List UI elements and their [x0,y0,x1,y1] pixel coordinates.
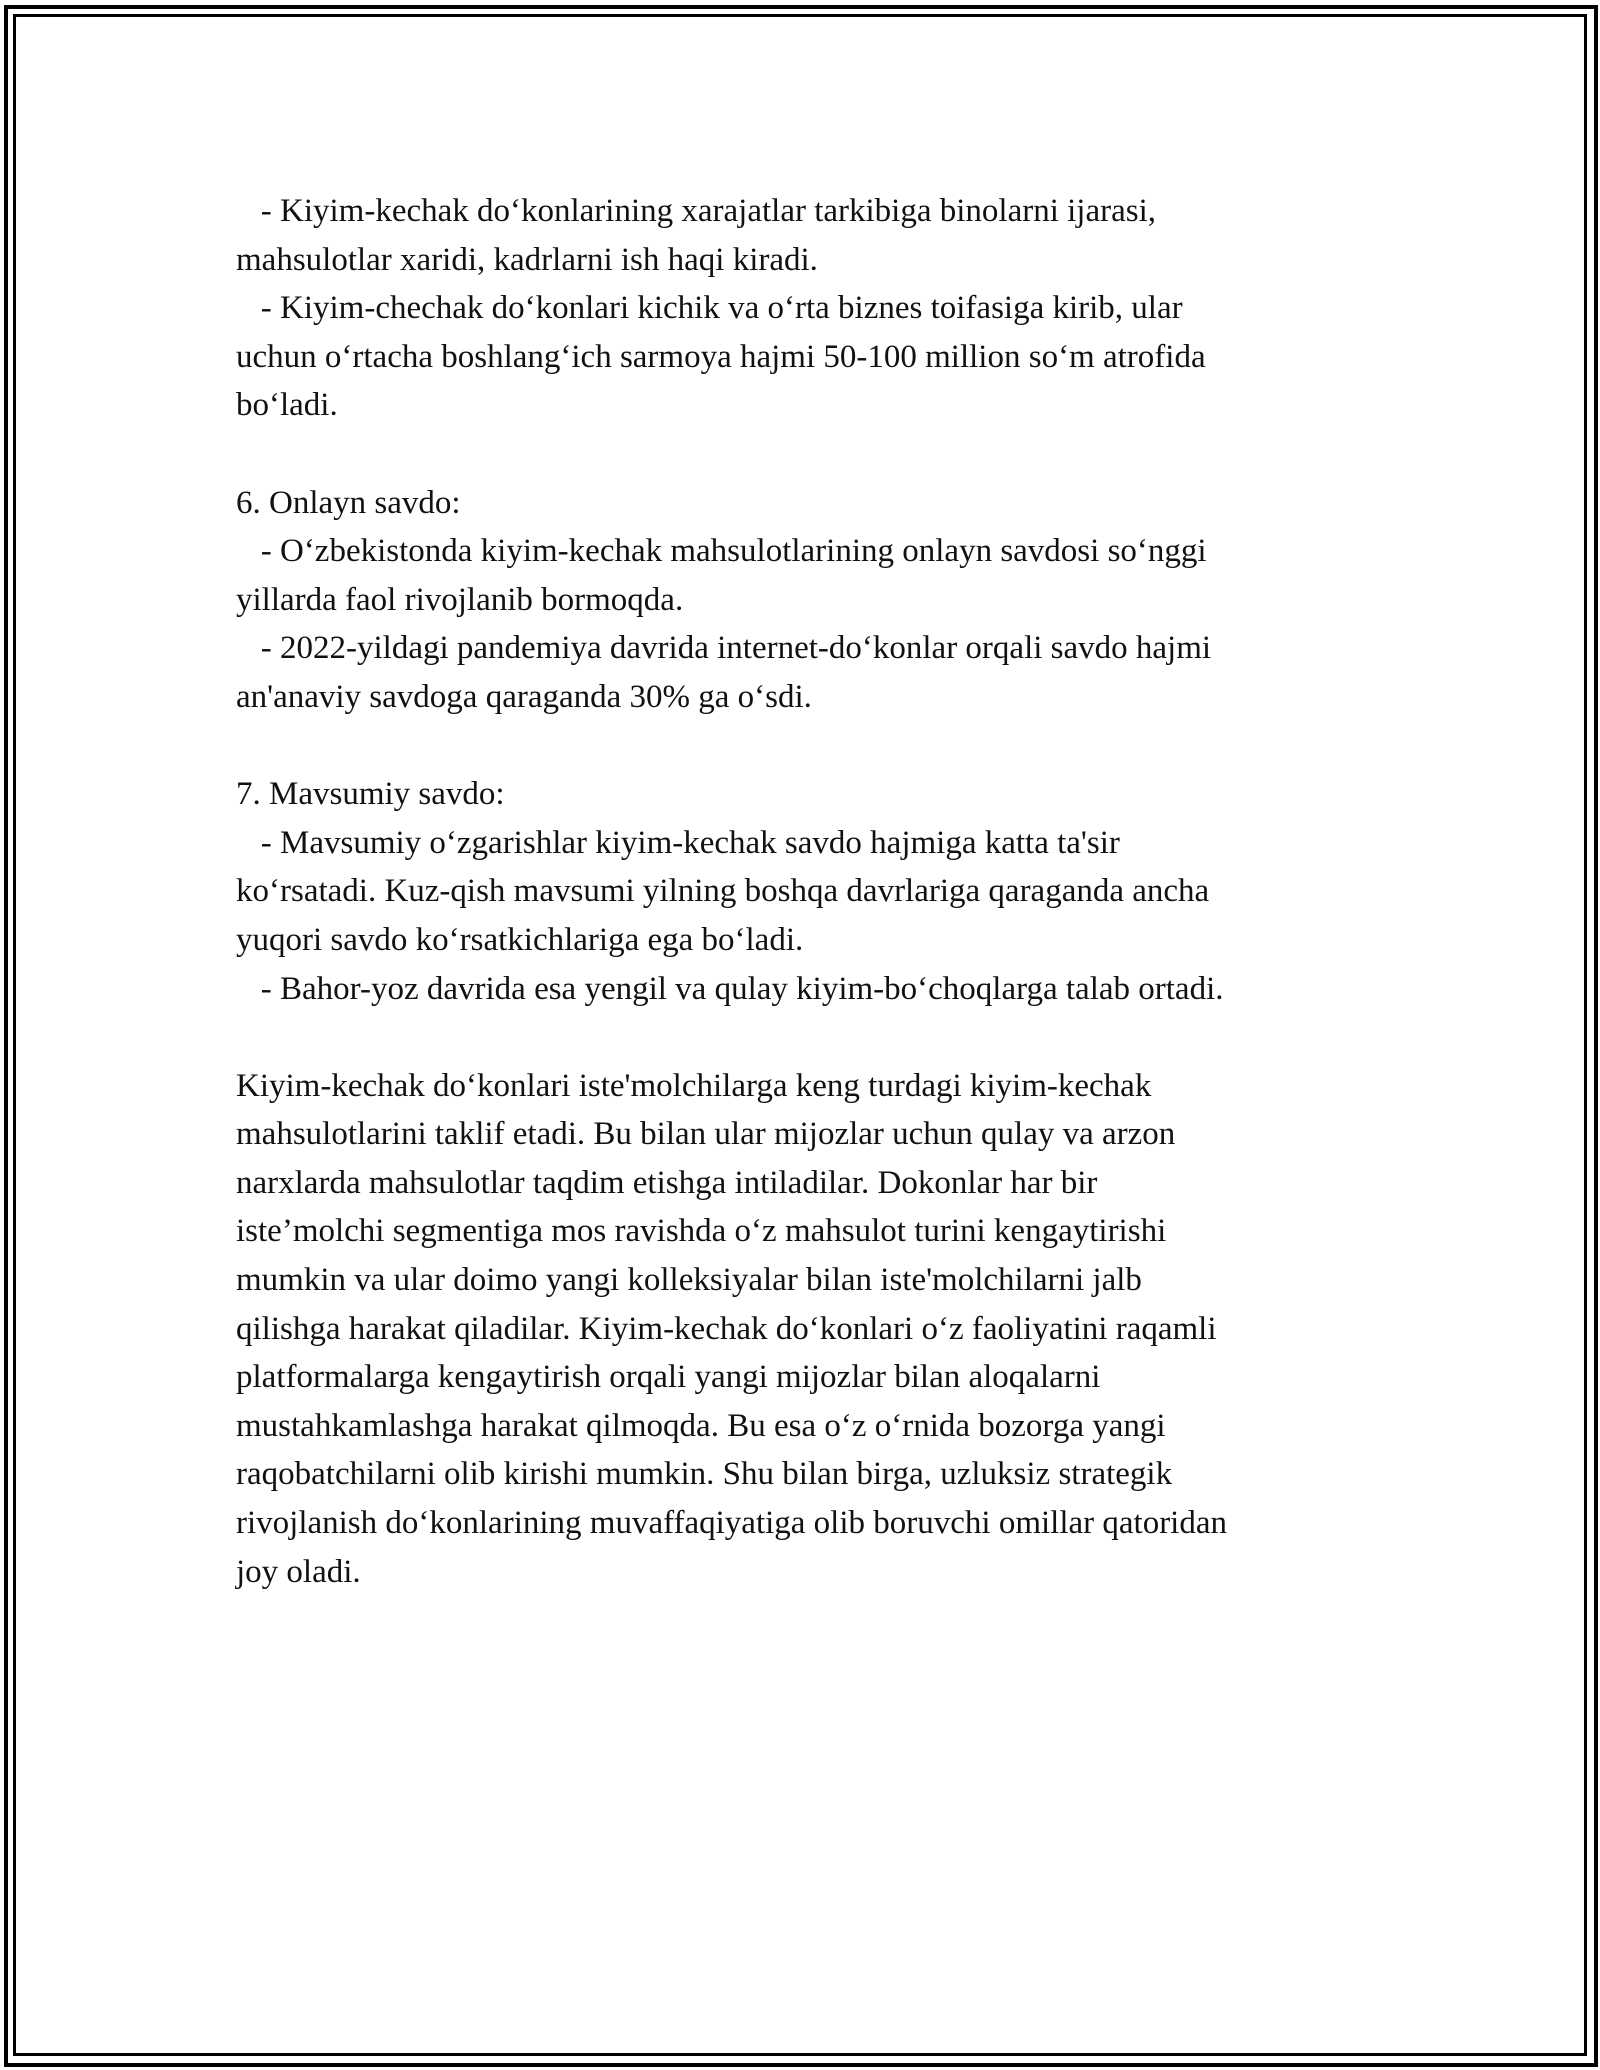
paragraph-line: mustahkamlashga harakat qilmoqda. Bu esa o‘z o‘rnida bozorga yangi [236,1407,1166,1444]
paragraph-line: rivojlanish do‘konlarining muvaffaqiyatiga olib boruvchi omillar qatoridan [236,1505,1227,1542]
text-line: ko‘rsatadi. Kuz-qish mavsumi yilning boshqa davrlariga qaraganda ancha [236,873,1210,910]
paragraph-line: narxlarda mahsulotlar taqdim etishga intiladilar. Dokonlar har bir [236,1164,1098,1201]
paragraph-line: platformalarga kengaytirish orqali yangi mijozlar bilan aloqalarni [236,1359,1101,1396]
paragraph-line: qilishga harakat qiladilar. Kiyim-kechak do‘konlari o‘z faoliyatini raqamli [236,1310,1217,1347]
blank-line [236,430,1366,479]
paragraph-line: Kiyim-kechak do‘konlari iste'molchilarga keng turdagi kiyim-kechak [236,1067,1152,1104]
text-line: - Bahor-yoz davrida esa yengil va qulay kiyim-bo‘choqlarga talab ortadi. [236,970,1224,1007]
text-line: mahsulotlar xaridi, kadrlarni ish haqi kiradi. [236,241,818,278]
section-heading: 7. Mavsumiy savdo: [236,776,505,813]
text-line: - O‘zbekistonda kiyim-kechak mahsulotlarining onlayn savdosi so‘nggi [236,533,1207,570]
paragraph-line: joy oladi. [236,1553,361,1590]
blank-line [236,1013,1366,1062]
paragraph-line: raqobatchilarni olib kirishi mumkin. Shu bilan birga, uzluksiz strategik [236,1456,1173,1493]
text-line: - Mavsumiy o‘zgarishlar kiyim-kechak savdo hajmiga katta ta'sir [236,824,1120,861]
section-heading: 6. Onlayn savdo: [236,484,461,521]
paragraph-line: iste’molchi segmentiga mos ravishda o‘z mahsulot turini kengaytirishi [236,1213,1167,1250]
text-line: uchun o‘rtacha boshlang‘ich sarmoya hajmi 50-100 million so‘m atrofida [236,338,1206,375]
paragraph-line: mahsulotlarini taklif etadi. Bu bilan ular mijozlar uchun qulay va arzon [236,1116,1176,1153]
text-line: yillarda faol rivojlanib bormoqda. [236,581,684,618]
document-body [236,187,1366,1596]
text-line: - 2022-yildagi pandemiya davrida internet-do‘konlar orqali savdo hajmi [236,630,1212,667]
text-line: an'anaviy savdoga qaraganda 30% ga o‘sdi. [236,678,812,715]
text-line: yuqori savdo ko‘rsatkichlariga ega bo‘ladi. [236,921,804,958]
blank-line [236,722,1366,771]
text-line: - Kiyim-chechak do‘konlari kichik va o‘rta biznes toifasiga kirib, ular [236,290,1183,327]
text-line: bo‘ladi. [236,387,338,424]
paragraph-line: mumkin va ular doimo yangi kolleksiyalar bilan iste'molchilarni jalb [236,1262,1142,1299]
text-line: - Kiyim-kechak do‘konlarining xarajatlar tarkibiga binolarni ijarasi, [236,193,1157,229]
